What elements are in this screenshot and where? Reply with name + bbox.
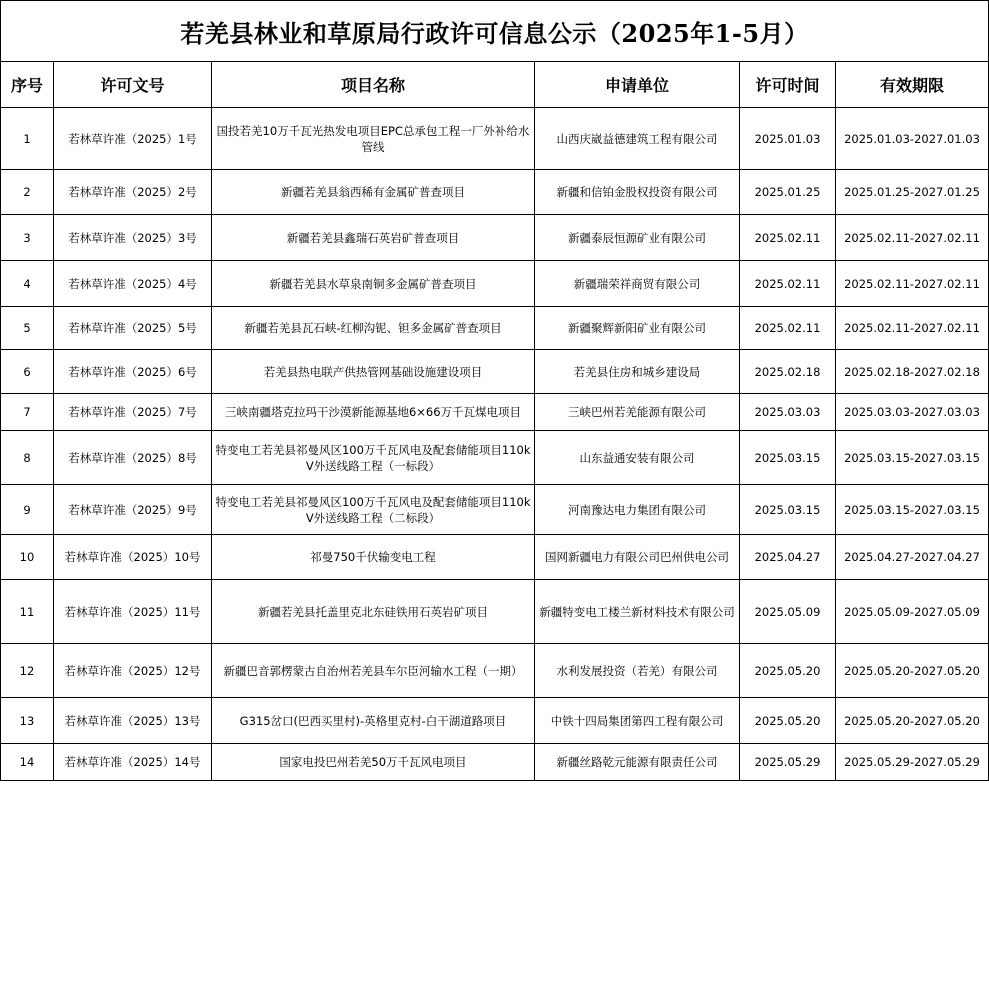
cell-permit-no: 若林草许准（2025）10号 — [54, 535, 212, 580]
table-row — [1, 350, 989, 394]
header-project: 项目名称 — [212, 62, 535, 108]
cell-applicant: 若羌县住房和城乡建设局 — [535, 350, 740, 394]
cell-permit-date: 2025.02.11 — [740, 215, 836, 261]
cell-index: 6 — [1, 350, 54, 394]
cell-permit-date: 2025.05.09 — [740, 580, 836, 644]
cell-index: 11 — [1, 580, 54, 644]
cell-applicant: 新疆泰辰恒源矿业有限公司 — [535, 215, 740, 261]
cell-valid-period: 2025.02.11-2027.02.11 — [836, 261, 989, 307]
cell-valid-period: 2025.03.15-2027.03.15 — [836, 431, 989, 485]
cell-project: G315岔口(巴西买里村)-英格里克村-白干湖道路项目 — [212, 698, 535, 744]
table-row — [1, 394, 989, 431]
cell-permit-no: 若林草许准（2025）7号 — [54, 394, 212, 431]
cell-permit-no: 若林草许准（2025）13号 — [54, 698, 212, 744]
table-row — [1, 261, 989, 307]
cell-applicant: 新疆和信铂金股权投资有限公司 — [535, 170, 740, 215]
cell-permit-no: 若林草许准（2025）11号 — [54, 580, 212, 644]
table-row — [1, 580, 989, 644]
cell-project: 祁曼750千伏输变电工程 — [212, 535, 535, 580]
cell-permit-date: 2025.03.03 — [740, 394, 836, 431]
cell-applicant: 山西庆崴益德建筑工程有限公司 — [535, 108, 740, 170]
cell-applicant: 水利发展投资（若羌）有限公司 — [535, 644, 740, 698]
cell-applicant: 三峡巴州若羌能源有限公司 — [535, 394, 740, 431]
cell-permit-no: 若林草许准（2025）14号 — [54, 744, 212, 781]
cell-valid-period: 2025.04.27-2027.04.27 — [836, 535, 989, 580]
header-valid-period: 有效期限 — [836, 62, 989, 108]
cell-project: 新疆若羌县水草泉南铜多金属矿普查项目 — [212, 261, 535, 307]
cell-applicant: 河南豫达电力集团有限公司 — [535, 485, 740, 535]
table-row — [1, 215, 989, 261]
cell-permit-date: 2025.05.20 — [740, 698, 836, 744]
table-row — [1, 307, 989, 350]
cell-valid-period: 2025.03.15-2027.03.15 — [836, 485, 989, 535]
table-row — [1, 108, 989, 170]
cell-index: 5 — [1, 307, 54, 350]
cell-project: 新疆若羌县托盖里克北东硅铁用石英岩矿项目 — [212, 580, 535, 644]
cell-index: 9 — [1, 485, 54, 535]
cell-applicant: 新疆特变电工楼兰新材料技术有限公司 — [535, 580, 740, 644]
cell-permit-no: 若林草许准（2025）5号 — [54, 307, 212, 350]
cell-index: 13 — [1, 698, 54, 744]
cell-applicant: 新疆丝路乾元能源有限责任公司 — [535, 744, 740, 781]
table-row — [1, 431, 989, 485]
cell-applicant: 新疆瑞荣祥商贸有限公司 — [535, 261, 740, 307]
cell-project: 国投若羌10万千瓦光热发电项目EPC总承包工程一厂外补给水管线 — [212, 108, 535, 170]
cell-applicant: 中铁十四局集团第四工程有限公司 — [535, 698, 740, 744]
cell-project: 若羌县热电联产供热管网基础设施建设项目 — [212, 350, 535, 394]
table-row — [1, 170, 989, 215]
cell-permit-no: 若林草许准（2025）9号 — [54, 485, 212, 535]
cell-permit-date: 2025.04.27 — [740, 535, 836, 580]
cell-permit-no: 若林草许准（2025）2号 — [54, 170, 212, 215]
cell-valid-period: 2025.01.03-2027.01.03 — [836, 108, 989, 170]
cell-project: 新疆若羌县瓦石峡-红柳沟铌、钽多金属矿普查项目 — [212, 307, 535, 350]
cell-permit-date: 2025.03.15 — [740, 485, 836, 535]
header-row — [1, 62, 989, 108]
cell-valid-period: 2025.05.20-2027.05.20 — [836, 644, 989, 698]
cell-index: 4 — [1, 261, 54, 307]
cell-permit-date: 2025.01.25 — [740, 170, 836, 215]
cell-valid-period: 2025.01.25-2027.01.25 — [836, 170, 989, 215]
cell-applicant: 山东益通安装有限公司 — [535, 431, 740, 485]
cell-project: 国家电投巴州若羌50万千瓦风电项目 — [212, 744, 535, 781]
cell-permit-date: 2025.02.18 — [740, 350, 836, 394]
table-row — [1, 644, 989, 698]
cell-permit-date: 2025.02.11 — [740, 261, 836, 307]
page-title: 若羌县林业和草原局行政许可信息公示（2025年1-5月） — [1, 1, 989, 62]
cell-index: 10 — [1, 535, 54, 580]
cell-project: 新疆巴音郭楞蒙古自治州若羌县车尔臣河输水工程（一期） — [212, 644, 535, 698]
cell-permit-date: 2025.03.15 — [740, 431, 836, 485]
cell-permit-date: 2025.05.20 — [740, 644, 836, 698]
cell-permit-no: 若林草许准（2025）6号 — [54, 350, 212, 394]
cell-permit-no: 若林草许准（2025）12号 — [54, 644, 212, 698]
cell-permit-no: 若林草许准（2025）1号 — [54, 108, 212, 170]
cell-applicant: 新疆聚辉新阳矿业有限公司 — [535, 307, 740, 350]
cell-index: 2 — [1, 170, 54, 215]
cell-permit-date: 2025.01.03 — [740, 108, 836, 170]
cell-index: 12 — [1, 644, 54, 698]
table-body — [1, 108, 989, 781]
cell-valid-period: 2025.05.29-2027.05.29 — [836, 744, 989, 781]
header-permit-no: 许可文号 — [54, 62, 212, 108]
cell-permit-date: 2025.05.29 — [740, 744, 836, 781]
table-row — [1, 535, 989, 580]
cell-valid-period: 2025.05.20-2027.05.20 — [836, 698, 989, 744]
header-permit-date: 许可时间 — [740, 62, 836, 108]
header-index: 序号 — [1, 62, 54, 108]
cell-valid-period: 2025.02.11-2027.02.11 — [836, 307, 989, 350]
cell-project: 新疆若羌县鑫瑞石英岩矿普查项目 — [212, 215, 535, 261]
cell-project: 新疆若羌县翁西稀有金属矿普查项目 — [212, 170, 535, 215]
cell-index: 3 — [1, 215, 54, 261]
cell-index: 7 — [1, 394, 54, 431]
cell-permit-no: 若林草许准（2025）3号 — [54, 215, 212, 261]
cell-permit-no: 若林草许准（2025）8号 — [54, 431, 212, 485]
cell-permit-no: 若林草许准（2025）4号 — [54, 261, 212, 307]
cell-valid-period: 2025.02.18-2027.02.18 — [836, 350, 989, 394]
cell-project: 特变电工若羌县祁曼风区100万千瓦风电及配套储能项目110kV外送线路工程（一标段） — [212, 431, 535, 485]
cell-valid-period: 2025.02.11-2027.02.11 — [836, 215, 989, 261]
table-row — [1, 744, 989, 781]
cell-permit-date: 2025.02.11 — [740, 307, 836, 350]
cell-index: 8 — [1, 431, 54, 485]
table-row — [1, 698, 989, 744]
cell-project: 三峡南疆塔克拉玛干沙漠新能源基地6×66万千瓦煤电项目 — [212, 394, 535, 431]
cell-valid-period: 2025.05.09-2027.05.09 — [836, 580, 989, 644]
cell-project: 特变电工若羌县祁曼风区100万千瓦风电及配套储能项目110kV外送线路工程（二标段） — [212, 485, 535, 535]
cell-index: 14 — [1, 744, 54, 781]
table-row — [1, 485, 989, 535]
cell-applicant: 国网新疆电力有限公司巴州供电公司 — [535, 535, 740, 580]
header-applicant: 申请单位 — [535, 62, 740, 108]
cell-valid-period: 2025.03.03-2027.03.03 — [836, 394, 989, 431]
cell-index: 1 — [1, 108, 54, 170]
